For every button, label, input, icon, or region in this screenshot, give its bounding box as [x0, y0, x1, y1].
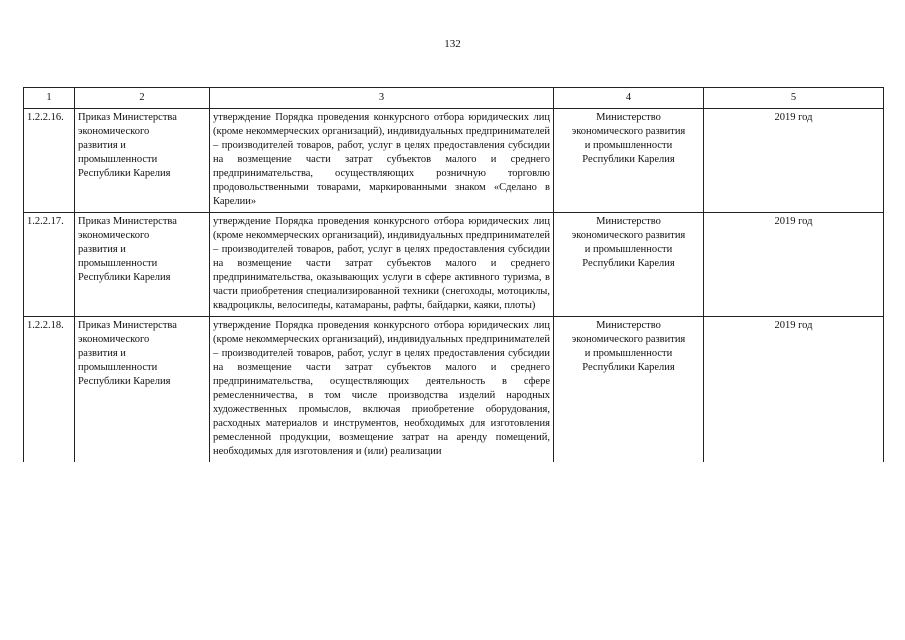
row-number-cell: 1.2.2.16. — [24, 109, 75, 213]
table-row — [24, 317, 884, 463]
column-header-1: 1 — [24, 88, 75, 109]
description-cell: утверждение Порядка проведения конкурсного отбора юридических лиц (кроме некоммерческих организаций), индивидуальных предпринимателей – производителей товаров, работ, услуг в целях предоставления субсидии на возмещение части затрат субъектов малого и среднего предпринимательства, осуществляющих деятельность в сфере ремесленничества, в том числе производства изделий народных художественных промыслов, включая приобретение оборудования, расходных материалов и инструментов, необходимых для изготовления ремесленной продукции, возмещение затрат на аренду помещений, необходимых для изготовления и (или) реализации — [210, 317, 554, 463]
description-cell: утверждение Порядка проведения конкурсного отбора юридических лиц (кроме некоммерческих организаций), индивидуальных предпринимателей – производителей товаров, работ, услуг в целях предоставления субсидии на возмещение части затрат субъектов малого и среднего предпринимательства, осуществляющих розничную торговлю продовольственными товарами, маркированными знаком «Сделано в Карелии» — [210, 109, 554, 213]
document-table — [23, 87, 884, 462]
document-name-cell — [75, 317, 210, 463]
table-row — [24, 109, 884, 213]
document-name-text: Приказ Министерства экономического развития и промышленности Республики Карелия — [78, 320, 177, 387]
responsible-org-cell: Министерство экономического развития и промышленности Республики Карелия — [554, 213, 704, 317]
row-number-cell: 1.2.2.18. — [24, 317, 75, 463]
deadline-cell: 2019 год — [704, 213, 884, 317]
document-name-text: Приказ Министерства экономического развития и промышленности Республики Карелия — [78, 216, 177, 283]
column-header-4: 4 — [554, 88, 704, 109]
table-row — [24, 213, 884, 317]
table-header-row — [24, 88, 884, 109]
deadline-cell: 2019 год — [704, 317, 884, 463]
column-header-3: 3 — [210, 88, 554, 109]
column-header-2: 2 — [75, 88, 210, 109]
responsible-org-cell: Министерство экономического развития и промышленности Республики Карелия — [554, 317, 704, 463]
column-header-5: 5 — [704, 88, 884, 109]
page-number: 132 — [444, 38, 461, 50]
description-cell: утверждение Порядка проведения конкурсного отбора юридических лиц (кроме некоммерческих организаций), индивидуальных предпринимателей – производителей товаров, работ, услуг в целях предоставления субсидии на возмещение части затрат субъектов малого и среднего предпринимательства, оказывающих услуги в сфере активного туризма, в части приобретения специализированной техники (снегоходы, мотоциклы, квадроциклы, велосипеды, катамараны, рафты, байдарки, каяки, плоты) — [210, 213, 554, 317]
deadline-cell: 2019 год — [704, 109, 884, 213]
row-number-cell: 1.2.2.17. — [24, 213, 75, 317]
document-name-text: Приказ Министерства экономического развития и промышленности Республики Карелия — [78, 112, 177, 179]
document-name-cell — [75, 109, 210, 213]
responsible-org-cell: Министерство экономического развития и промышленности Республики Карелия — [554, 109, 704, 213]
document-name-cell — [75, 213, 210, 317]
